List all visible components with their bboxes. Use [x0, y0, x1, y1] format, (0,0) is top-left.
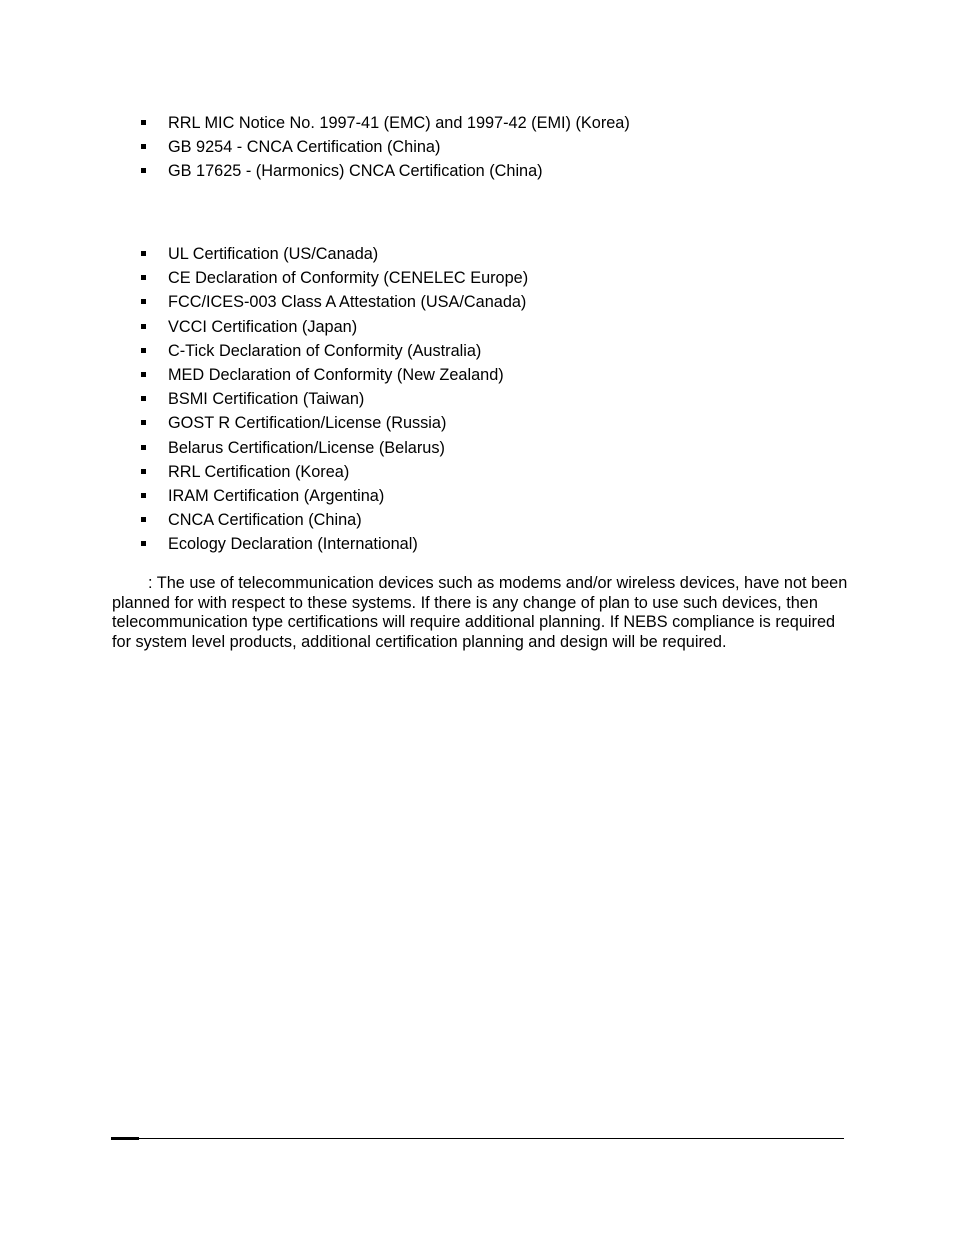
list-item-text: RRL Certification (Korea): [168, 462, 350, 481]
list-item-text: CNCA Certification (China): [168, 511, 362, 530]
list-item-text: VCCI Certification (Japan): [168, 317, 358, 336]
list-item-text: MED Declaration of Conformity (New Zealand): [168, 365, 504, 384]
square-bullet-icon: [141, 517, 146, 522]
list-item-text: GB 9254 - CNCA Certification (China): [168, 138, 441, 157]
list-item-text: Ecology Declaration (International): [168, 535, 418, 554]
square-bullet-icon: [141, 348, 146, 353]
footer-rule-accent: [111, 1137, 139, 1140]
square-bullet-icon: [141, 299, 146, 304]
list-item-text: IRAM Certification (Argentina): [168, 486, 385, 505]
square-bullet-icon: [141, 396, 146, 401]
list-item-text: Belarus Certification/License (Belarus): [168, 438, 445, 457]
list-item-text: FCC/ICES-003 Class A Attestation (USA/Canada): [168, 293, 527, 312]
footer-rule: [111, 1138, 844, 1139]
square-bullet-icon: [141, 168, 146, 173]
square-bullet-icon: [141, 251, 146, 256]
square-bullet-icon: [141, 541, 146, 546]
square-bullet-icon: [141, 372, 146, 377]
list-item-text: UL Certification (US/Canada): [168, 245, 379, 263]
list-item-text: GB 17625 - (Harmonics) CNCA Certification (China): [168, 162, 543, 181]
square-bullet-icon: [141, 144, 146, 149]
note-text: : The use of telecommunication devices such as modems and/or wireless devices, have not been planned for with respect to these systems. If there is any change of plan to use such devices, then telecommunication type certifications will require additional planning. If NEBS compliance is required for system level products, additional certification planning and design will be required.: [112, 574, 848, 652]
list-item-text: RRL MIC Notice No. 1997-41 (EMC) and 1997-42 (EMI) (Korea): [168, 114, 630, 132]
square-bullet-icon: [141, 120, 146, 125]
list-item-text: C-Tick Declaration of Conformity (Australia): [168, 341, 482, 360]
square-bullet-icon: [141, 275, 146, 280]
square-bullet-icon: [141, 445, 146, 450]
square-bullet-icon: [141, 420, 146, 425]
square-bullet-icon: [141, 469, 146, 474]
square-bullet-icon: [141, 493, 146, 498]
square-bullet-icon: [141, 324, 146, 329]
list-item-text: GOST R Certification/License (Russia): [168, 414, 447, 433]
list-item-text: CE Declaration of Conformity (CENELEC Europe): [168, 269, 529, 288]
note-paragraph: [112, 574, 848, 653]
list-item-text: BSMI Certification (Taiwan): [168, 390, 365, 409]
